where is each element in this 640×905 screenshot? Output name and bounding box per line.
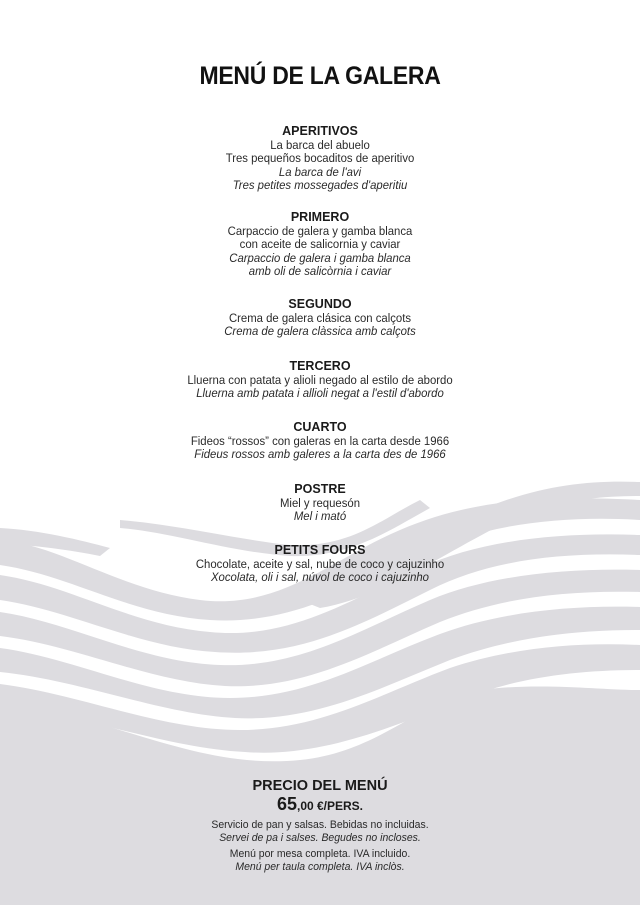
price-note-translation: Servei de pa i salses. Begudes no incloses.: [219, 831, 421, 844]
dish-line: Miel y requesón: [279, 496, 361, 510]
section-heading: TERCERO: [289, 359, 351, 373]
dish-line-translation: Xocolata, oli i sal, núvol de coco i cajuzinho: [210, 570, 429, 585]
dish-line: Carpaccio de galera y gamba blanca: [227, 224, 413, 238]
dish-line-translation: Lluerna amb patata i allioli negat a l'estil d'abordo: [196, 386, 444, 401]
section-heading: CUARTO: [293, 420, 347, 434]
dish-line-translation: Carpaccio de galera i gamba blanca: [229, 250, 411, 265]
price-cents-unit: ,00 €/PERS.: [296, 799, 364, 813]
dish-line: Fideos “rossos” con galeras en la carta desde 1966: [190, 434, 450, 448]
section-heading: SEGUNDO: [288, 297, 352, 311]
dish-line: Lluerna con patata y alioli negado al estilo de abordo: [187, 373, 453, 387]
price-amount: [0, 795, 640, 816]
menu-title: MENÚ DE LA GALERA: [199, 62, 441, 90]
dish-line: La barca del abuelo: [270, 138, 370, 152]
dish-line-translation: Mel i mató: [293, 509, 347, 524]
section-primero: [0, 210, 640, 278]
section-petits-fours: [0, 543, 640, 585]
dish-line: Crema de galera clásica con calçots: [228, 311, 412, 325]
price-whole: 65: [276, 794, 297, 814]
section-cuarto: [0, 420, 640, 462]
dish-line: con aceite de salicornia y caviar: [239, 237, 401, 252]
price-note: Servicio de pan y salsas. Bebidas no incluidas.: [211, 819, 429, 831]
price-note-translation: Menú per taula completa. IVA inclòs.: [235, 860, 405, 873]
section-heading: PRIMERO: [290, 210, 350, 224]
section-aperitivos: [0, 124, 640, 192]
section-segundo: [0, 297, 640, 339]
price-block: [0, 778, 640, 873]
section-heading: APERITIVOS: [282, 124, 358, 138]
dish-line-translation: Crema de galera clàssica amb calçots: [224, 324, 416, 339]
dish-line-translation: La barca de l'avi: [278, 164, 362, 179]
dish-line: Chocolate, aceite y sal, nube de coco y cajuzinho: [195, 557, 445, 571]
section-heading: PETITS FOURS: [274, 543, 366, 557]
price-note: Menú por mesa completa. IVA incluido.: [229, 848, 411, 860]
dish-line-translation: Fideus rossos amb galeres a la carta des de 1966: [194, 447, 446, 462]
dish-line-translation: Tres petites mossegades d'aperitiu: [232, 177, 408, 192]
section-heading: POSTRE: [294, 482, 346, 496]
section-postre: [0, 482, 640, 524]
price-heading: PRECIO DEL MENÚ: [252, 778, 388, 794]
dish-line: Tres pequeños bocaditos de aperitivo: [225, 151, 415, 166]
section-tercero: [0, 359, 640, 401]
dish-line-translation: amb oli de salicòrnia i caviar: [248, 263, 392, 278]
